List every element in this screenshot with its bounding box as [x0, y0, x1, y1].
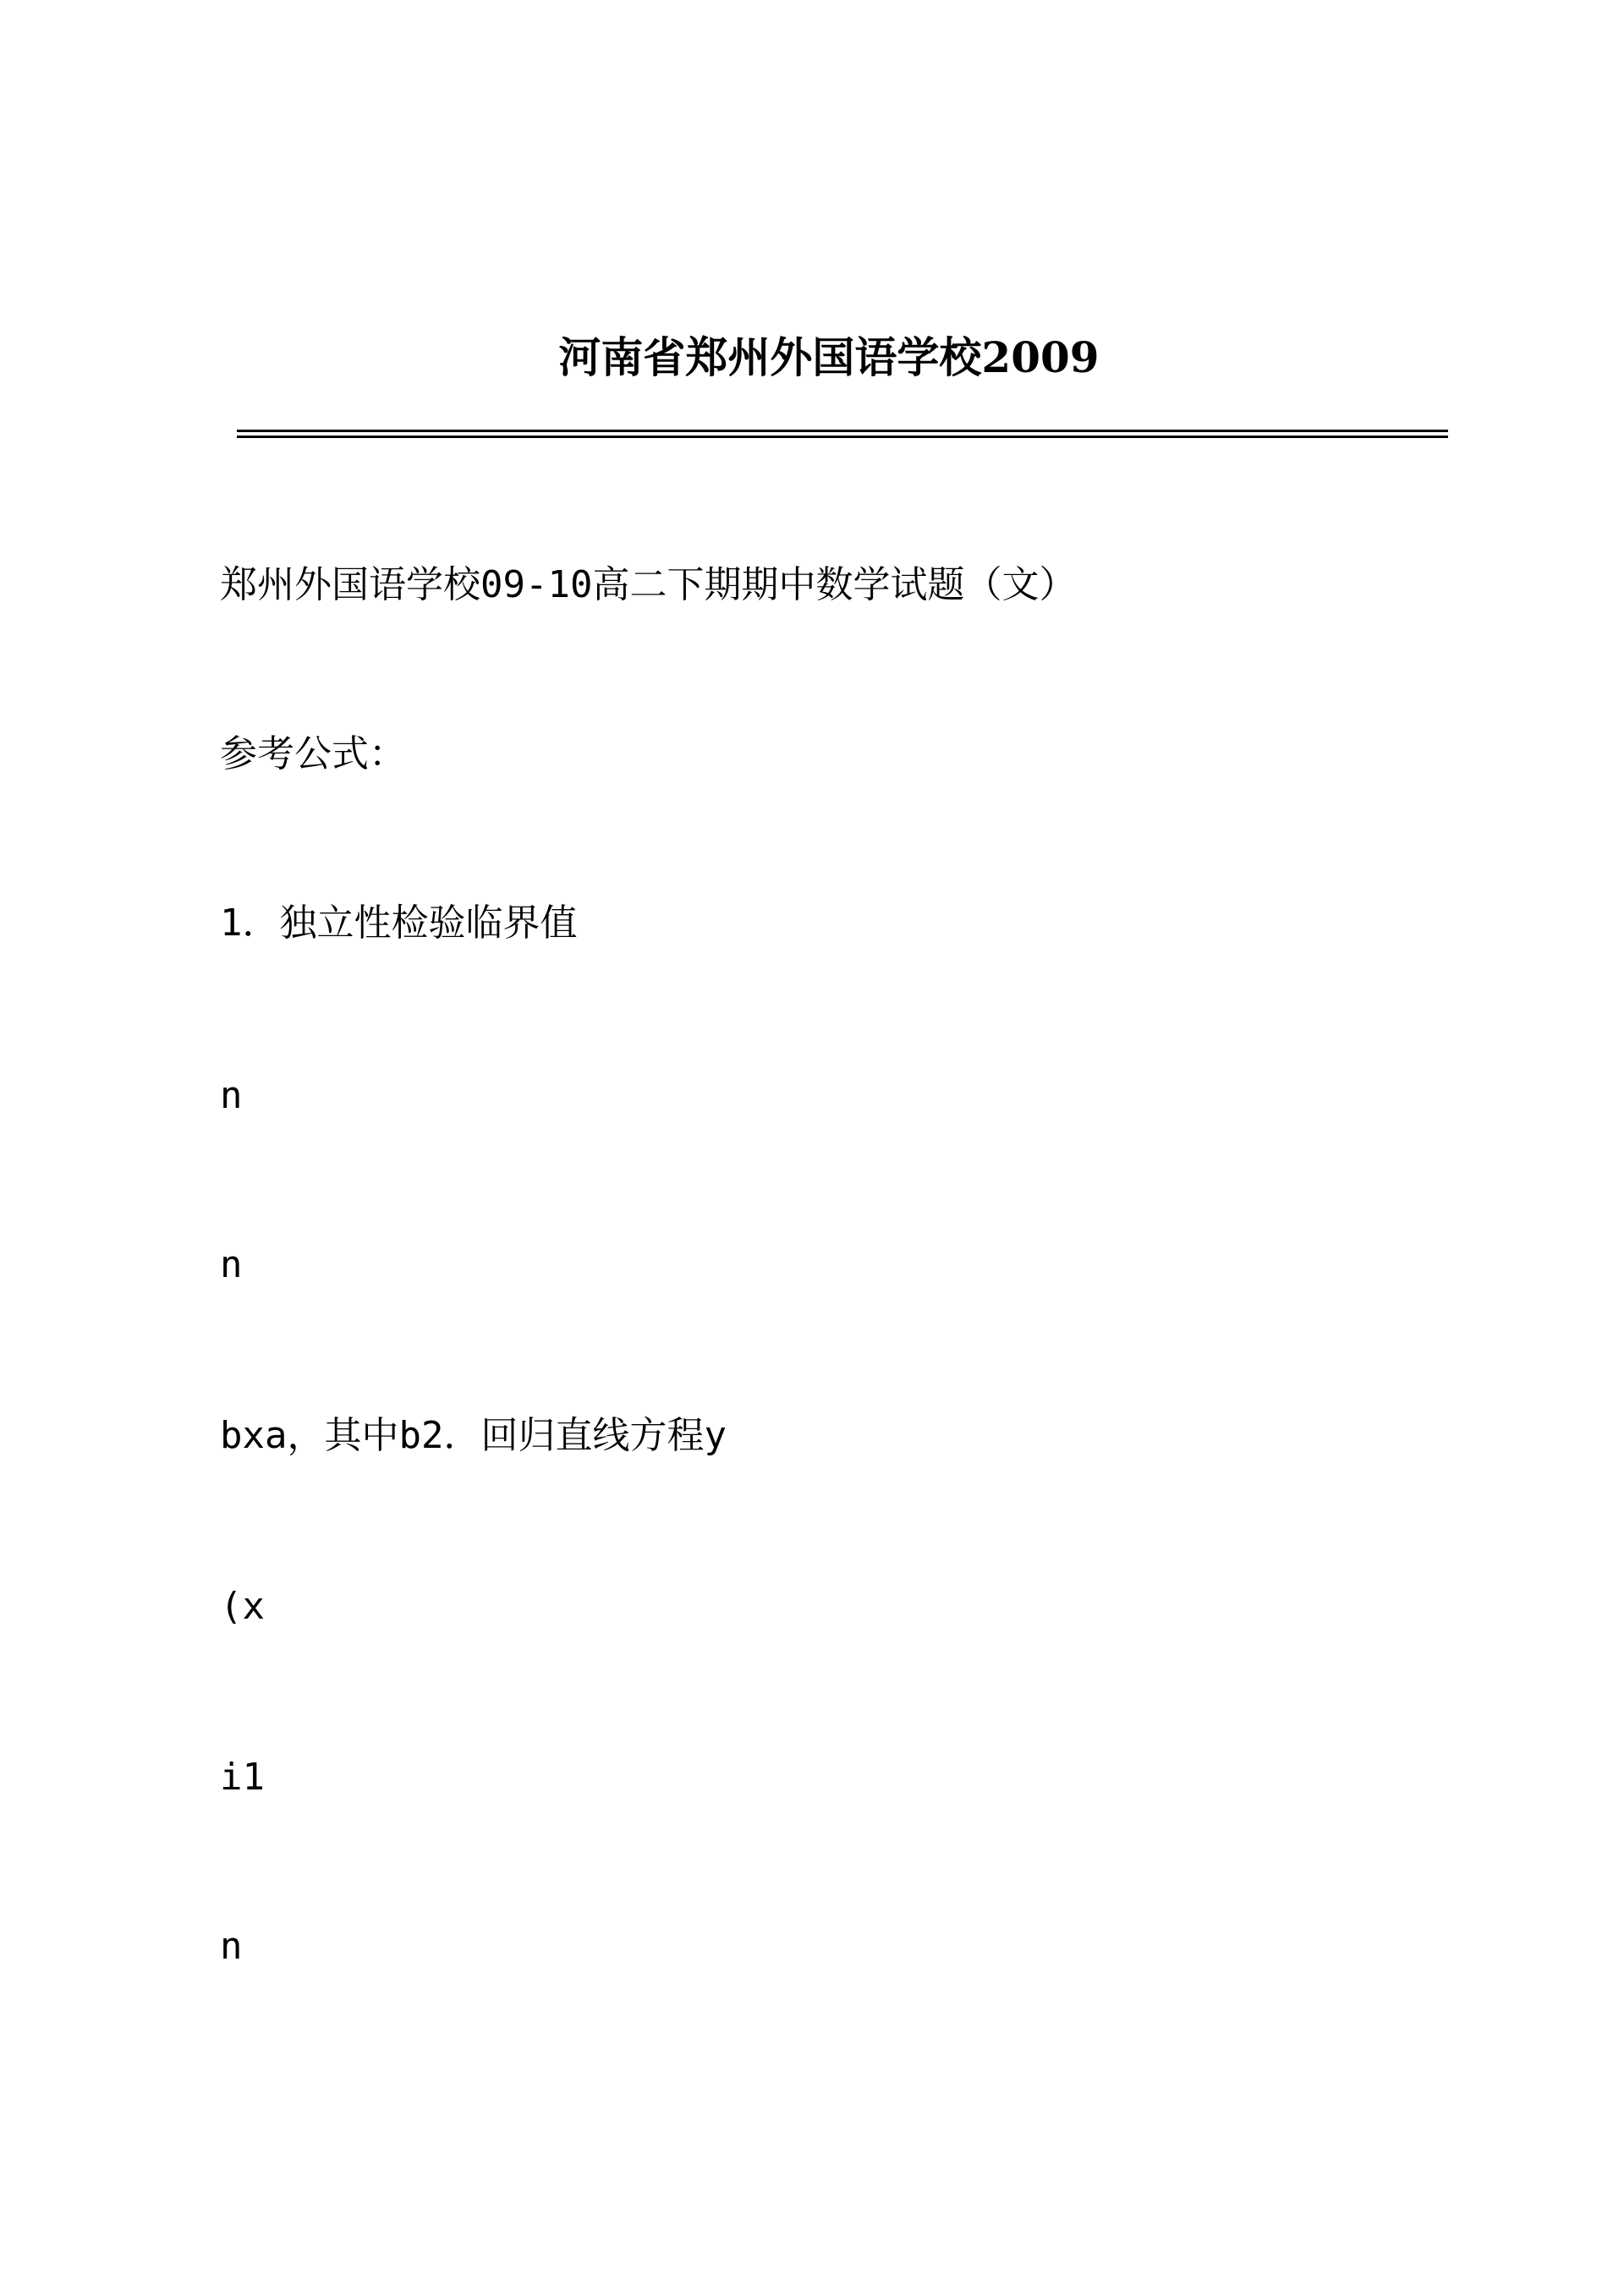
text-line: n: [220, 1925, 243, 1968]
exam-title-line: 郑州外国语学校09-10高二下期期中数学试题（文）: [220, 563, 1077, 606]
text-line: n: [220, 1243, 243, 1286]
header-rule-top: [237, 430, 1448, 432]
text-line: bxa，其中b2．回归直线方程y: [220, 1414, 727, 1457]
header-rule-bottom: [237, 436, 1448, 438]
text-line: 1．独立性检验临界值: [220, 901, 578, 945]
reference-formula-heading: 参考公式：: [220, 732, 406, 775]
header-title: 河南省郑州外国语学校2009: [558, 332, 1100, 382]
text-line: i1: [220, 1756, 265, 1799]
text-line: (x: [220, 1585, 265, 1628]
text-line: n: [220, 1074, 243, 1117]
